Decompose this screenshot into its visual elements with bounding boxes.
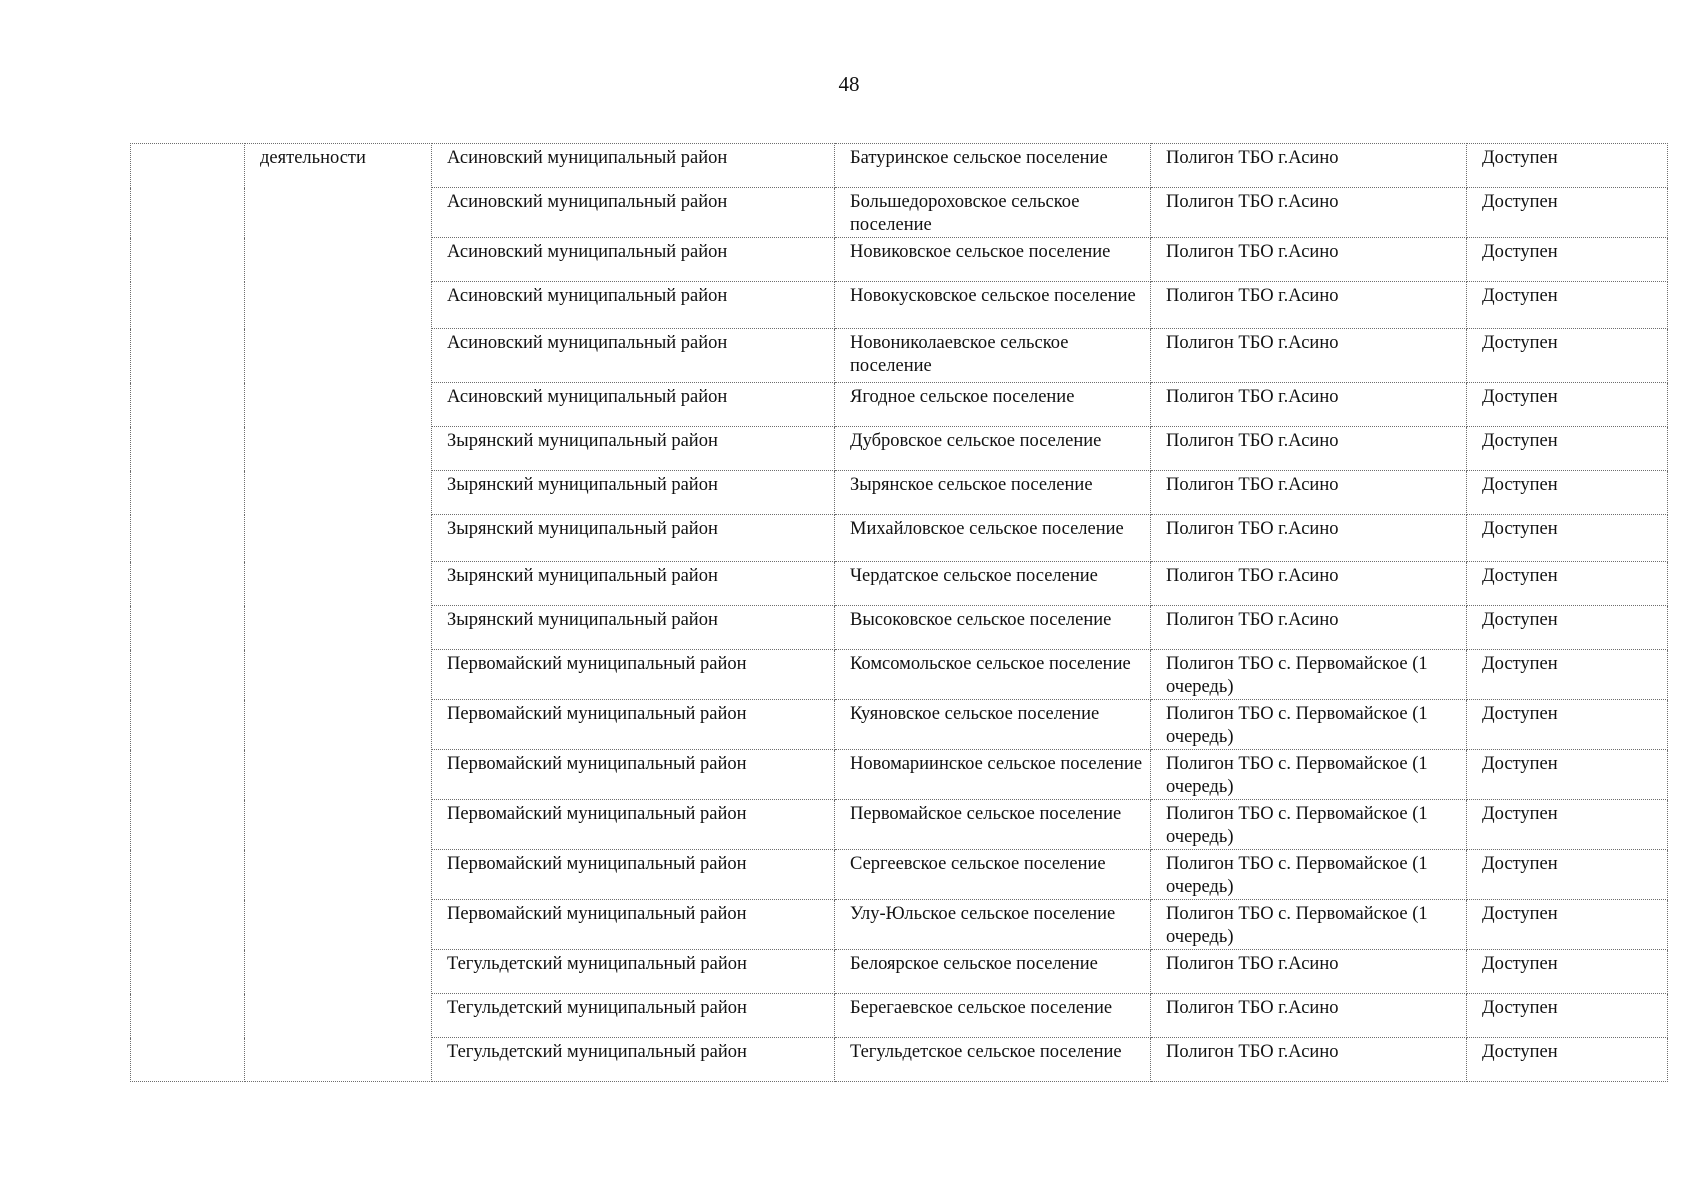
site-cell: Полигон ТБО с. Первомайское (1 очередь) (1151, 650, 1467, 700)
site-cell: Полигон ТБО г.Асино (1151, 188, 1467, 238)
status-cell: Доступен (1467, 238, 1668, 282)
status-cell: Доступен (1467, 562, 1668, 606)
district-cell: Первомайский муниципальный район (432, 700, 835, 750)
status-cell: Доступен (1467, 427, 1668, 471)
status-cell: Доступен (1467, 144, 1668, 188)
site-cell: Полигон ТБО г.Асино (1151, 1038, 1467, 1082)
status-cell: Доступен (1467, 950, 1668, 994)
settlement-cell: Новониколаевское сельское поселение (835, 329, 1151, 383)
district-cell: Асиновский муниципальный район (432, 329, 835, 383)
district-cell: Тегульдетский муниципальный район (432, 950, 835, 994)
status-cell: Доступен (1467, 700, 1668, 750)
site-cell: Полигон ТБО г.Асино (1151, 238, 1467, 282)
settlement-cell: Михайловское сельское поселение (835, 515, 1151, 562)
site-cell: Полигон ТБО с. Первомайское (1 очередь) (1151, 800, 1467, 850)
status-cell: Доступен (1467, 606, 1668, 650)
settlement-cell: Новокусковское сельское поселение (835, 282, 1151, 329)
site-cell: Полигон ТБО г.Асино (1151, 427, 1467, 471)
district-cell: Первомайский муниципальный район (432, 750, 835, 800)
status-cell: Доступен (1467, 383, 1668, 427)
status-cell: Доступен (1467, 1038, 1668, 1082)
settlement-waste-table (130, 143, 1668, 1082)
settlement-cell: Первомайское сельское поселение (835, 800, 1151, 850)
district-cell: Асиновский муниципальный район (432, 238, 835, 282)
settlement-cell: Комсомольское сельское поселение (835, 650, 1151, 700)
status-cell: Доступен (1467, 188, 1668, 238)
status-cell: Доступен (1467, 471, 1668, 515)
site-cell: Полигон ТБО г.Асино (1151, 515, 1467, 562)
district-cell: Первомайский муниципальный район (432, 850, 835, 900)
status-cell: Доступен (1467, 329, 1668, 383)
district-cell: Тегульдетский муниципальный район (432, 1038, 835, 1082)
district-cell: Первомайский муниципальный район (432, 650, 835, 700)
settlement-cell: Дубровское сельское поселение (835, 427, 1151, 471)
status-cell: Доступен (1467, 994, 1668, 1038)
settlement-cell: Большедороховское сельское поселение (835, 188, 1151, 238)
status-cell: Доступен (1467, 515, 1668, 562)
site-cell: Полигон ТБО с. Первомайское (1 очередь) (1151, 850, 1467, 900)
site-cell: Полигон ТБО с. Первомайское (1 очередь) (1151, 900, 1467, 950)
site-cell: Полигон ТБО г.Асино (1151, 562, 1467, 606)
settlement-cell: Зырянское сельское поселение (835, 471, 1151, 515)
status-cell: Доступен (1467, 650, 1668, 700)
district-cell: Асиновский муниципальный район (432, 383, 835, 427)
district-cell: Первомайский муниципальный район (432, 800, 835, 850)
settlement-cell: Тегульдетское сельское поселение (835, 1038, 1151, 1082)
settlement-cell: Чердатское сельское поселение (835, 562, 1151, 606)
site-cell: Полигон ТБО г.Асино (1151, 994, 1467, 1038)
settlement-cell: Новомариинское сельское поселение (835, 750, 1151, 800)
settlement-cell: Высоковское сельское поселение (835, 606, 1151, 650)
settlement-cell: Сергеевское сельское поселение (835, 850, 1151, 900)
site-cell: Полигон ТБО с. Первомайское (1 очередь) (1151, 700, 1467, 750)
site-cell: Полигон ТБО г.Асино (1151, 329, 1467, 383)
district-cell: Асиновский муниципальный район (432, 282, 835, 329)
page-number: 48 (838, 72, 860, 96)
table-body (131, 144, 1668, 1082)
status-cell: Доступен (1467, 282, 1668, 329)
settlement-cell: Улу-Юльское сельское поселение (835, 900, 1151, 950)
district-cell: Асиновский муниципальный район (432, 144, 835, 188)
district-cell: Тегульдетский муниципальный район (432, 994, 835, 1038)
district-cell: Зырянский муниципальный район (432, 606, 835, 650)
site-cell: Полигон ТБО г.Асино (1151, 383, 1467, 427)
site-cell: Полигон ТБО г.Асино (1151, 282, 1467, 329)
settlement-cell: Ягодное сельское поселение (835, 383, 1151, 427)
status-cell: Доступен (1467, 900, 1668, 950)
district-cell: Асиновский муниципальный район (432, 188, 835, 238)
district-cell: Первомайский муниципальный район (432, 900, 835, 950)
site-cell: Полигон ТБО г.Асино (1151, 950, 1467, 994)
table-row (131, 144, 1668, 188)
settlement-cell: Куяновское сельское поселение (835, 700, 1151, 750)
district-cell: Зырянский муниципальный район (432, 515, 835, 562)
settlement-cell: Белоярское сельское поселение (835, 950, 1151, 994)
site-cell: Полигон ТБО г.Асино (1151, 471, 1467, 515)
site-cell: Полигон ТБО г.Асино (1151, 606, 1467, 650)
status-cell: Доступен (1467, 750, 1668, 800)
district-cell: Зырянский муниципальный район (432, 471, 835, 515)
district-cell: Зырянский муниципальный район (432, 562, 835, 606)
settlement-cell: Берегаевское сельское поселение (835, 994, 1151, 1038)
status-cell: Доступен (1467, 800, 1668, 850)
status-cell: Доступен (1467, 850, 1668, 900)
site-cell: Полигон ТБО г.Асино (1151, 144, 1467, 188)
category-cell: деятельности (245, 144, 432, 1082)
settlement-cell: Батуринское сельское поселение (835, 144, 1151, 188)
district-cell: Зырянский муниципальный район (432, 427, 835, 471)
settlement-cell: Новиковское сельское поселение (835, 238, 1151, 282)
site-cell: Полигон ТБО с. Первомайское (1 очередь) (1151, 750, 1467, 800)
first-column-cell (131, 144, 245, 1082)
